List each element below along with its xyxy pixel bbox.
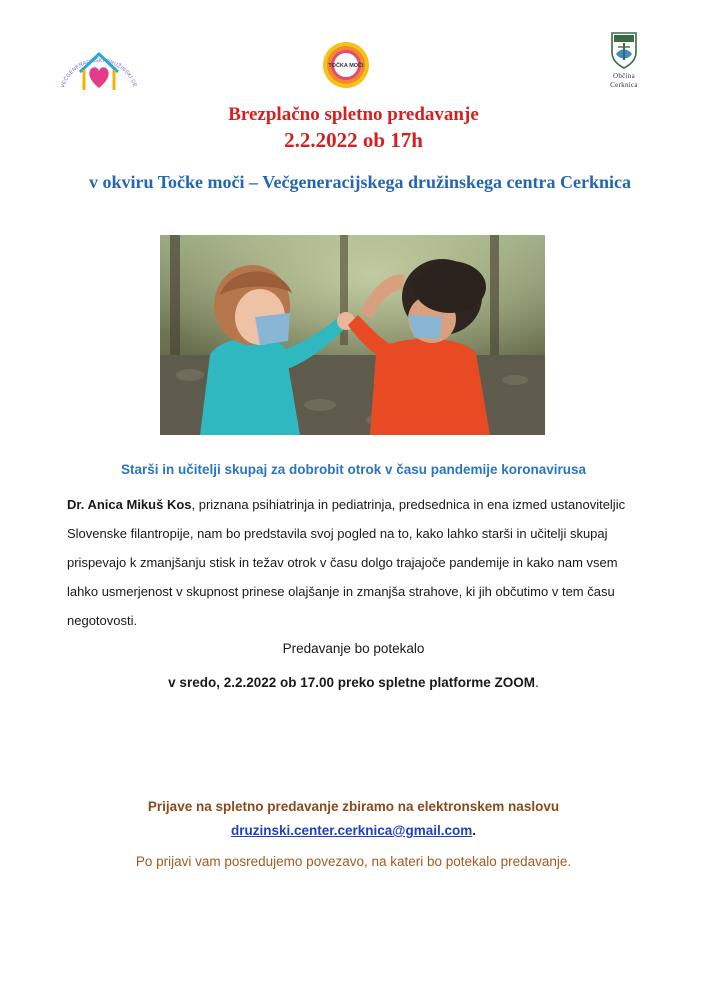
logo-caption-line2: Cerknica xyxy=(610,81,638,89)
tocka-moci-text: TOČKA MOČI xyxy=(328,63,364,69)
family-center-logo xyxy=(58,36,140,94)
body-text: , priznana psihiatrinja in pediatrinja, predsednica in ena izmed ustanoviteljic Slovenske filantropije, nam bo predstavila svoj pogled na to, kako lahko starši in učitelji skupaj prispevajo k zmanjšanju stisk in težav otrok v času dolgo trajajoče pandemije in kako nam vsem lahko usmerjenost v skupnost prinese olajšanje in zmanjša strahove, ki jih občutimo v tem času negotovosti. xyxy=(67,497,626,628)
event-details xyxy=(0,674,707,692)
signup-note: Po prijavi vam posredujemo povezavo, na kateri bo potekalo predavanje. xyxy=(135,854,572,869)
speaker-name: Dr. Anica Mikuš Kos xyxy=(67,497,192,512)
email-period: . xyxy=(472,823,477,838)
event-intro: Predavanje bo potekalo xyxy=(282,641,425,656)
logo-caption-line1: Občina xyxy=(612,72,635,80)
signup-intro: Prijave na spletno predavanje zbiramo na elektronskem naslovu xyxy=(147,799,560,814)
title-line2: 2.2.2022 ob 17h xyxy=(284,128,423,152)
event-details-period: . xyxy=(535,675,539,690)
coat-of-arms-icon xyxy=(604,30,644,70)
logo-arc-text: VEČGENERACIJSKI DRUŽINSKI CE xyxy=(60,57,138,89)
title-line1: Brezplačno spletno predavanje xyxy=(228,104,479,125)
section-heading: Starši in učitelji skupaj za dobrobit otrok v času pandemije koronavirusa xyxy=(120,462,587,477)
obcina-cerknica-logo xyxy=(604,30,644,94)
body-paragraph xyxy=(67,490,647,635)
children-photo xyxy=(160,235,545,435)
tocka-moci-logo xyxy=(321,40,371,90)
subtitle: v okviru Točke moči – Večgeneracijskega družinskega centra Cerknica xyxy=(89,172,631,192)
signup-email-line xyxy=(0,822,707,840)
email-link[interactable]: druzinski.center.cerknica@gmail.com xyxy=(230,823,473,838)
event-details-text: v sredo, 2.2.2022 ob 17.00 preko spletne platforme ZOOM xyxy=(168,675,536,690)
